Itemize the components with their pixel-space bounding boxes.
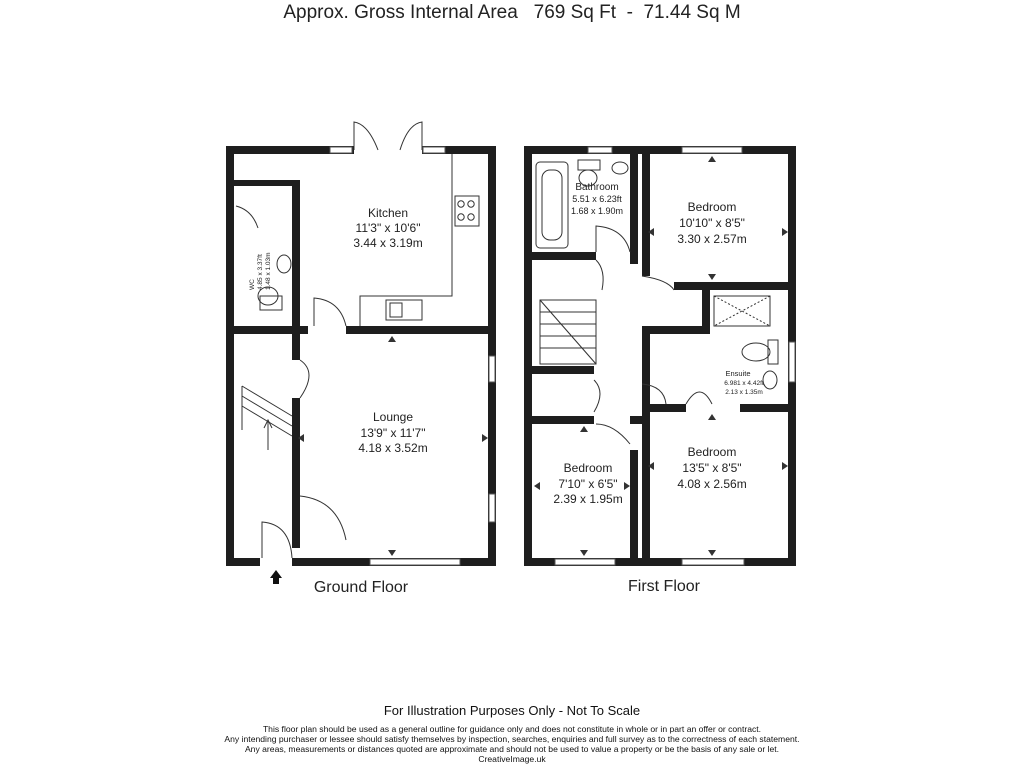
ff-wall-left (524, 146, 532, 566)
gf-wc-cistern (260, 296, 282, 310)
ff-window-bathroom (588, 147, 612, 153)
wc-name: WC (249, 279, 256, 290)
ff-ensuite-toilet (742, 343, 770, 361)
gf-stairs (242, 386, 292, 450)
ff-bath-door (596, 226, 630, 252)
gf-kitchen-door (314, 298, 346, 326)
ff-wall-bath-bottom (532, 252, 596, 260)
gf-french-door-right (400, 122, 422, 150)
disclaimer-line-1: This floor plan should be used as a general outline for guidance only and does not constitute in whole or in part an offer or contract. (262, 724, 762, 734)
ff-window-ensuite (789, 342, 795, 382)
bathroom-imperial: 5.51 x 6.23ft (572, 194, 622, 204)
ensuite-metric: 2.13 x 1.35m (725, 389, 763, 396)
ensuite-name: Ensuite (725, 369, 751, 378)
gf-window-kitchen-right (423, 147, 445, 153)
ff-wall-bed1-bottom (674, 282, 796, 290)
bathroom-name: Bathroom (575, 182, 619, 193)
area-title-label: Approx. Gross Internal Area (283, 2, 518, 23)
bedroom2-metric: 2.39 x 1.95m (553, 492, 623, 506)
ff-bathtub (536, 162, 568, 248)
gf-wall-left (226, 146, 234, 566)
first-floor-label: First Floor (628, 578, 700, 595)
gf-wall-wc-right (292, 180, 300, 334)
gf-wall-hall-1 (292, 334, 300, 360)
ff-dimension-arrows-bed2 (534, 426, 630, 556)
gf-window-kitchen-left (330, 147, 352, 153)
area-sqm: 71.44 Sq M (643, 2, 741, 23)
lounge-metric: 4.18 x 3.52m (358, 441, 428, 455)
gf-window-lounge (370, 559, 460, 565)
ff-wall-bed3-top (642, 404, 686, 412)
ff-wall-bed1-left (642, 154, 650, 276)
gf-french-door-left (354, 122, 378, 150)
ff-ensuite-basin (763, 371, 777, 389)
area-separator: - (626, 2, 633, 23)
ff-wall-bed3-left2 (642, 412, 650, 558)
bedroom3-imperial: 13'5" x 8'5" (682, 461, 742, 475)
bedroom1-imperial: 10'10" x 8'5" (679, 216, 745, 230)
disclaimer-line-2: Any intending purchaser or lessee should satisfy themselves by inspection, searches, enquiries and full survey as to the correctness of each statement. (224, 734, 800, 744)
wc-label-group (249, 252, 272, 290)
gf-window-lounge-side2 (489, 494, 495, 522)
kitchen-metric: 3.44 x 3.19m (353, 236, 423, 250)
illustration-notice: For Illustration Purposes Only - Not To Scale (383, 703, 641, 718)
ff-bath-cistern (578, 160, 600, 170)
ground-floor-plan (226, 122, 496, 584)
gf-lounge-door-2 (300, 496, 346, 540)
gf-wc-door-swing (236, 206, 258, 228)
ff-wall-bath-right (630, 154, 638, 264)
ff-window-bedroom3 (682, 559, 744, 565)
ff-wall-ensuite-top (642, 326, 702, 334)
kitchen-imperial: 11'3" x 10'6" (355, 221, 421, 235)
bedroom3-name: Bedroom (687, 445, 737, 459)
kitchen-name: Kitchen (367, 206, 409, 220)
ff-bath-basin (612, 162, 628, 174)
disclaimer-line-3: Any areas, measurements or distances quoted are approximate and should not be used to value a property or be the basis of any sale or let. (244, 744, 780, 754)
gf-window-lounge-side1 (489, 356, 495, 382)
wc-metric: 1.48 x 1.03m (265, 252, 272, 290)
bedroom2-imperial: 7'10" x 6'5" (558, 477, 618, 491)
bedroom1-metric: 3.30 x 2.57m (677, 232, 747, 246)
ff-ensuite-door (686, 392, 712, 404)
ff-wall-bed2-right (630, 450, 638, 558)
ff-bed1-door (642, 276, 674, 290)
gf-wall-hall-2 (292, 398, 300, 548)
wc-imperial: 4.85 x 3.37ft (257, 254, 264, 290)
ff-bed2-door (596, 424, 630, 444)
bedroom1-name: Bedroom (687, 200, 737, 214)
gf-wc-basin (277, 255, 291, 273)
ff-landing-door (596, 260, 603, 290)
ff-wall-stair-bottom (532, 366, 594, 374)
credit-link[interactable]: CreativeImage.uk (478, 754, 546, 764)
ground-floor-label: Ground Floor (313, 579, 409, 596)
bathroom-metric: 1.68 x 1.90m (570, 206, 624, 216)
gf-lounge-door (300, 360, 309, 398)
lounge-imperial: 13'9" x 11'7" (360, 426, 426, 440)
bedroom2-name: Bedroom (563, 461, 613, 475)
ff-wall-bed3-left (642, 334, 650, 412)
ff-window-bedroom1 (682, 147, 742, 153)
gf-wall-wc-top (234, 180, 300, 186)
ff-wall-ensuite-left (702, 290, 710, 334)
ff-window-bedroom2 (555, 559, 615, 565)
lounge-name: Lounge (372, 410, 414, 424)
ff-stairs (540, 300, 596, 364)
ensuite-imperial: 6.981 x 4.42ft (724, 380, 764, 387)
ff-cupboard-door (594, 380, 600, 412)
bedroom3-metric: 4.08 x 2.56m (677, 477, 747, 491)
ff-wall-top (524, 146, 796, 154)
gf-wall-kitchen-bottom (346, 326, 496, 334)
area-sqft: 769 Sq Ft (533, 2, 617, 23)
gf-wall-bottom-left (226, 558, 260, 566)
ff-wall-bed2-top (532, 416, 594, 424)
gf-front-door (262, 522, 292, 558)
gf-hob (455, 196, 479, 226)
ff-wall-ensuite-bottom (740, 404, 796, 412)
entrance-arrow-icon (270, 570, 282, 584)
